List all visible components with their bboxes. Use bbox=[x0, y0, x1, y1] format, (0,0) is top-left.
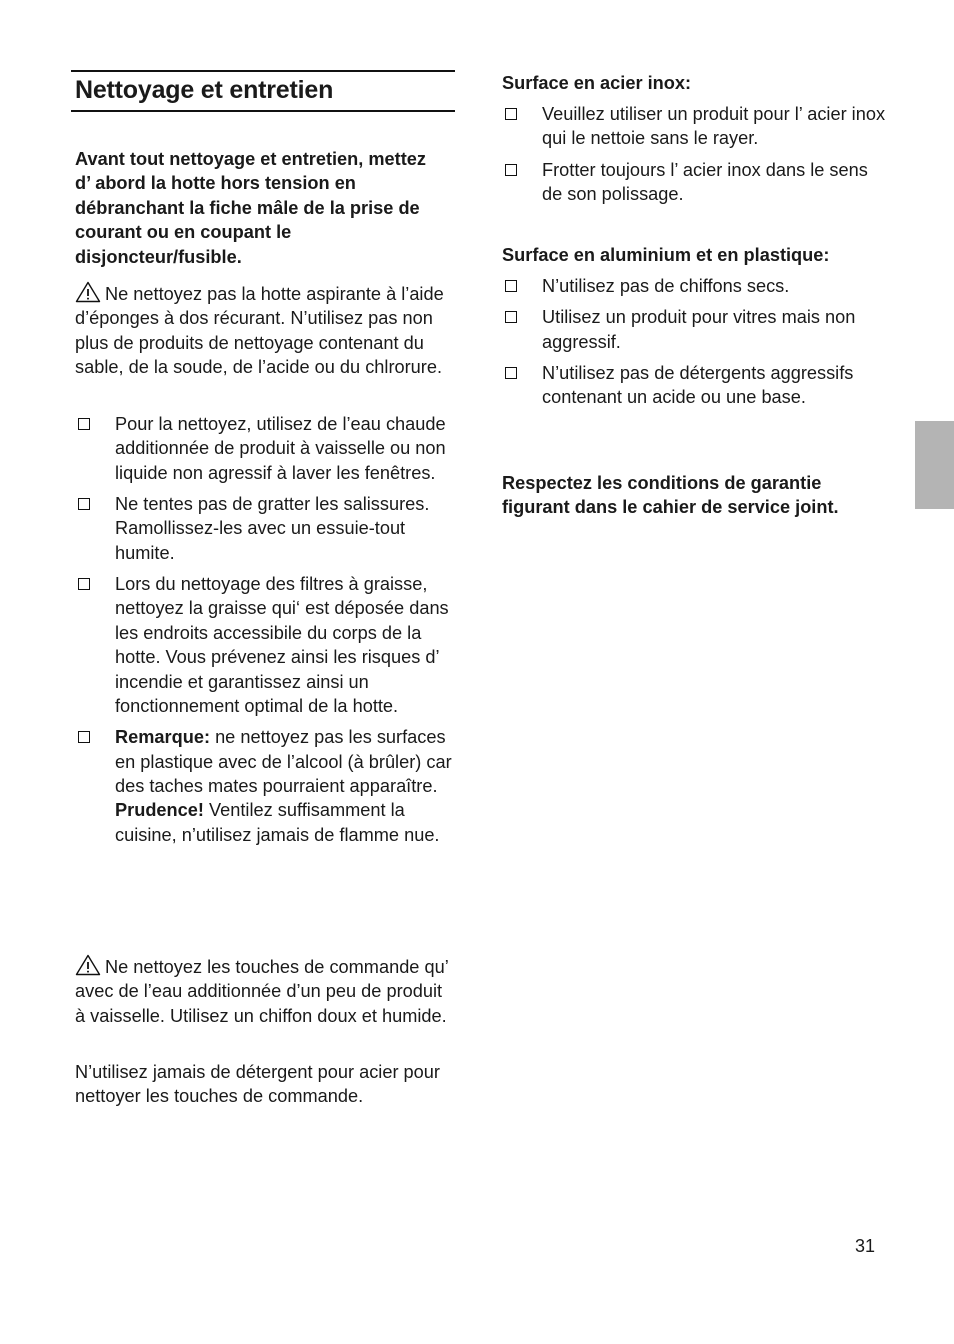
list-item bbox=[75, 572, 455, 718]
list-item-text: Ne tentes pas de gratter les salissures. Ramollissez-les avec un essuie-tout humite. bbox=[115, 494, 430, 563]
checkbox-bullet-icon bbox=[78, 498, 90, 510]
warning-text-2: Ne nettoyez les touches de commande qu’ avec de l’eau additionnée d’un peu de produit à vaisselle. Utilisez un chiffon doux et humide. bbox=[75, 957, 449, 1026]
page-title: Nettoyage et entretien bbox=[75, 76, 334, 104]
caution-text: Ventilez suffisamment la cuisine, n’utilisez jamais de flamme nue. bbox=[115, 800, 440, 845]
list-item-text: Utilisez un produit pour vitres mais non aggressif. bbox=[542, 307, 856, 352]
checkbox-bullet-icon bbox=[505, 280, 517, 292]
list-item-text: N’utilisez pas de chiffons secs. bbox=[542, 276, 790, 296]
warning-paragraph-2 bbox=[75, 954, 455, 1028]
warning-triangle-icon bbox=[75, 954, 101, 976]
warning-paragraph-1 bbox=[75, 281, 455, 380]
alu-heading: Surface en aluminium et en plastique: bbox=[502, 245, 830, 265]
checkbox-bullet-icon bbox=[78, 578, 90, 590]
checkbox-bullet-icon bbox=[505, 311, 517, 323]
inox-list bbox=[502, 102, 887, 213]
list-item bbox=[75, 412, 455, 485]
list-item-text: Pour la nettoyez, utilisez de l’eau chaude additionnée de produit à vaisselle ou non liquide non agressif à laver les fenêtres. bbox=[115, 414, 446, 483]
checkbox-bullet-icon bbox=[78, 418, 90, 430]
list-item-remark bbox=[75, 725, 455, 847]
remark-label: Remarque: bbox=[115, 727, 211, 748]
side-tab bbox=[915, 421, 954, 509]
list-item bbox=[502, 305, 887, 354]
remark-text: ne nettoyez pas les surfaces en plastique avec de l’alcool (à brûler) car des taches mates pourraient apparaître. bbox=[115, 727, 452, 797]
cleaning-list bbox=[75, 412, 455, 854]
list-item bbox=[75, 492, 455, 565]
warning-text-1: Ne nettoyez pas la hotte aspirante à l’aide d’éponges à dos récurant. N’utilisez pas non plus de produits de nettoyage contenant du sable, de la soude, de l’acide ou du chlrorure. bbox=[75, 284, 444, 378]
inox-heading: Surface en acier inox: bbox=[502, 73, 692, 93]
checkbox-bullet-icon bbox=[505, 108, 517, 120]
list-item bbox=[502, 102, 887, 151]
list-item-text: Veuillez utiliser un produit pour l’ acier inox qui le nettoie sans le rayer. bbox=[542, 104, 886, 149]
alu-list bbox=[502, 274, 887, 416]
list-item-text: Frotter toujours l’ acier inox dans le sens de son polissage. bbox=[542, 159, 868, 205]
list-item bbox=[502, 361, 887, 410]
warning-triangle-icon bbox=[75, 281, 101, 303]
caution-label: Prudence! bbox=[115, 800, 204, 821]
list-item-text: Lors du nettoyage des filtres à graisse, nettoyez la graisse qui‘ est déposée dans les endroits accessibile du corps de la hotte. Vous prévenez ainsi les risques d’ incendie et garantissez ainsi un fonctionnement optimal de la hotte. bbox=[115, 574, 449, 717]
intro-warning: Avant tout nettoyage et entretien, mettez d’ abord la hotte hors tension en débranchant la fiche mâle de la prise de courant ou en coupant le disjoncteur/fusible. bbox=[75, 149, 426, 267]
page-number: 31 bbox=[855, 1236, 876, 1256]
title-bar bbox=[71, 70, 455, 112]
list-item bbox=[502, 274, 887, 298]
checkbox-bullet-icon bbox=[78, 731, 90, 743]
detergent-note: N’utilisez jamais de détergent pour acier pour nettoyer les touches de commande. bbox=[75, 1062, 440, 1107]
list-item-text: N’utilisez pas de détergents aggressifs contenant un acide ou une base. bbox=[542, 362, 854, 408]
list-item bbox=[502, 158, 887, 207]
checkbox-bullet-icon bbox=[505, 164, 517, 176]
checkbox-bullet-icon bbox=[505, 367, 517, 379]
guarantee-note: Respectez les conditions de garantie figurant dans le cahier de service joint. bbox=[502, 473, 839, 518]
